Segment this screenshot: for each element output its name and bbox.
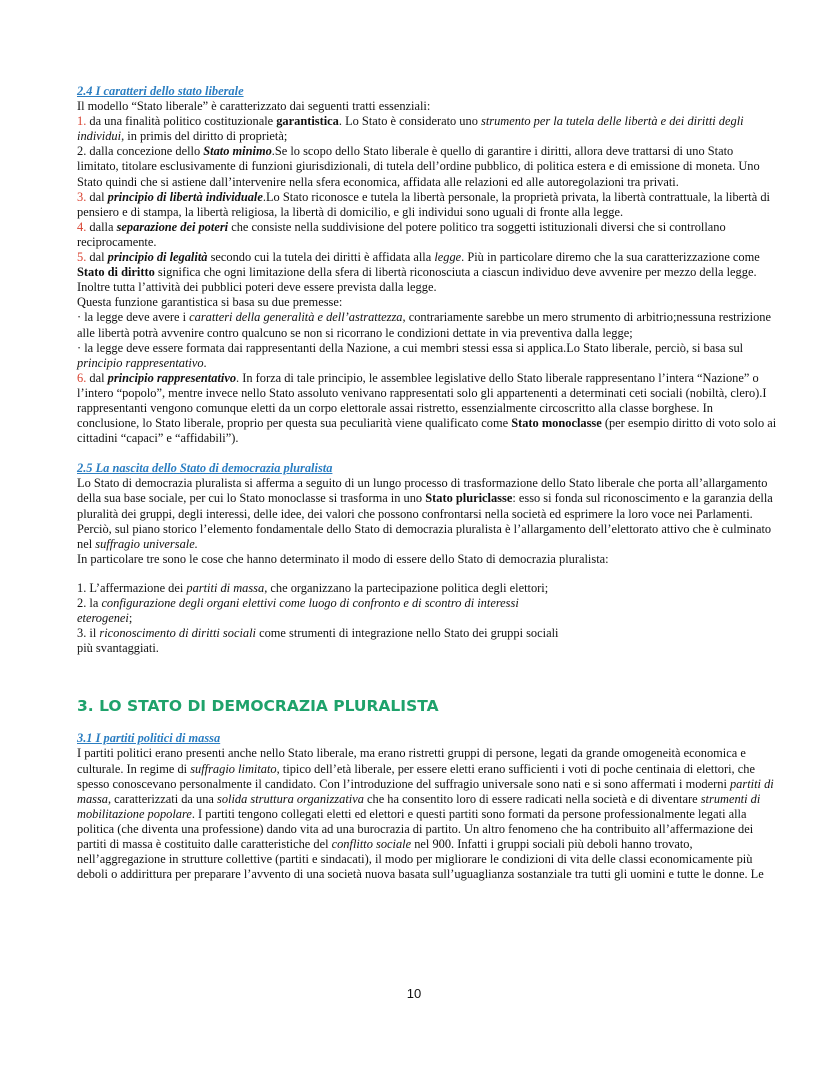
spacer <box>77 716 777 731</box>
premises-intro: Questa funzione garantistica si basa su due premesse: <box>77 295 343 310</box>
thing-2: 2. la configurazione degli organi elettivi come luogo di confronto e di scontro di interessi eterogenei; <box>77 596 519 626</box>
list-item-4: 4. dalla separazione dei poteri che consiste nella suddivisione del potere politico tra soggetti istituzionali diversi che si controllano reciprocamente. <box>77 219 726 249</box>
thing-3: 3. il riconoscimento di diritti sociali come strumenti di integrazione nello Stato dei gruppi sociali più svantaggiati. <box>77 626 559 656</box>
spacer <box>77 567 777 581</box>
section-2-5-paragraph: Lo Stato di democrazia pluralista si afferma a seguito di un lungo processo di trasformazione dello Stato liberale che porta all’allargamento della sua base sociale, per cui lo Stato monoclasse si trasforma in uno Stato pluriclasse: esso si fonda sul riconoscimento e la garanzia della pluralità dei gruppi, degli interessi, delle idee, dei valori che possono confrontarsi nella società ed esprimere la loro voce nei Parlamenti. Perciò, sul piano storico l’elemento fondamentale dello Stato di democrazia pluralista è l’allargamento dell’elettorato attivo che è culminato nel suffragio universale. <box>77 476 773 551</box>
section-3-1-title: 3.1 I partiti politici di massa <box>77 731 221 746</box>
thing-1: 1. L’affermazione dei partiti di massa, che organizzano la partecipazione politica degli elettori; <box>77 580 549 595</box>
list-item-6: 6. dal principio rappresentativo. In forza di tale principio, le assemblee legislative dello Stato liberale rappresentano l’intera “Nazione” o l’intero “popolo”, mentre invece nello Stato assoluto venivano rappresentati solo gli appartenenti a determinati ceti sociali (nobiltà, clero).I rappresentanti vengono comunque eletti da un corpo elettorale assai ristretto, essenzialmente circoscritto alla classe borghese. In conclusione, lo Stato liberale, proprio per questa sua peculiarità viene qualificato come Stato monoclasse (per esempio diritto di voto solo ai cittadini “capaci” e “affidabili”). <box>77 370 777 446</box>
section-2-4-title: 2.4 I caratteri dello stato liberale <box>77 84 244 98</box>
spacer <box>77 656 777 696</box>
list-item-1: 1. da una finalità politico costituzionale garantistica. Lo Stato è considerato uno strumento per la tutela delle libertà e dei diritti degli individui, in primis del diritto di proprietà; <box>77 114 744 144</box>
spacer <box>77 446 777 461</box>
section-2-4-intro: Il modello “Stato liberale” è caratterizzato dai seguenti tratti essenziali: <box>77 99 431 114</box>
list-item-5: 5. dal principio di legalità secondo cui la tutela dei diritti è affidata alla legge. Più in particolare diremo che la sua caratterizzazione come Stato di diritto significa che ogni limitazione della sfera di libertà riconosciuta a ciascun individuo deve avvenire per mezzo della legge. Inoltre tutta l’attività dei pubblici poteri deve essere prevista dalla legge. <box>77 250 760 295</box>
chapter-3-heading: 3. LO STATO DI DEMOCRAZIA PLURALISTA <box>77 697 439 716</box>
things-intro: In particolare tre sono le cose che hanno determinato il modo di essere dello Stato di democrazia pluralista: <box>77 551 609 566</box>
list-item-2: 2. dalla concezione dello Stato minimo.Se lo scopo dello Stato liberale è quello di garantire i diritti, allora deve trattarsi di uno Stato limitato, titolare esclusivamente di funzioni giurisdizionali, di tutela dell’ordine pubblico, di politica estera e di emissione di moneta. Uno Stato quindi che si astiene dall’intervenire nella sfera economica, affidata alle relazioni ed alle autoregolazioni tra privati. <box>77 144 760 189</box>
premise-2: · la legge deve essere formata dai rappresentanti della Nazione, a cui membri stessi essa si applica.Lo Stato liberale, perciò, si basa sul principio rappresentativo. <box>77 340 744 370</box>
page-number: 10 <box>406 986 422 1001</box>
document-page <box>77 84 777 882</box>
list-item-3: 3. dal principio di libertà individuale.Lo Stato riconosce e tutela la libertà personale, la proprietà privata, la libertà contrattuale, la libertà di pensiero e di stampa, la libertà religiosa, la libertà di domicilio, e gli individui sono uguali di fronte alla legge. <box>77 189 770 219</box>
section-2-5-title: 2.5 La nascita dello Stato di democrazia pluralista <box>77 461 333 476</box>
section-3-1-paragraph: I partiti politici erano presenti anche nello Stato liberale, ma erano ristretti gruppi di persone, legati da grande omogeneità economica e culturale. In regime di suffragio limitato, tipico dell’età liberale, per essere eletti erano sufficienti i voti di poche centinaia di elettori, che spesso conoscevano personalmente il candidato. Con l’introduzione del suffragio universale sono nati e si sono affermati i moderni partiti di massa, caratterizzati da una solida struttura organizzativa che ha consentito loro di essere radicati nella società e di diventare strumenti di mobilitazione popolare. I partiti tengono collegati eletti ed elettori e questi partiti sono formati da persone professionalmente legati alla politica (che diventa una professione) dando vita ad una burocrazia di partito. Un altro fenomeno che ha contribuito all’affermazione dei partiti di massa è costituito dalle caratteristiche del conflitto sociale nel 900. Infatti i gruppi sociali più deboli hanno trovato, nell’aggregazione in strutture collettive (partiti e sindacati), il modo per migliorare le condizioni di vita delle classi economicamente più deboli o addirittura per preparare l’avvento di una società nuova basata sull’uguaglianza sostanziale tra tutti gli uomini e tutte le donne. Le <box>77 746 774 882</box>
premise-1: · la legge deve avere i caratteri della generalità e dell’astrattezza, contrariamente sarebbe un mero strumento di arbitrio;nessuna restrizione alle libertà potrà avvenire contro qualcuno se non si ricorrano le condizioni dettate in via preventiva dalla legge; <box>77 310 772 340</box>
